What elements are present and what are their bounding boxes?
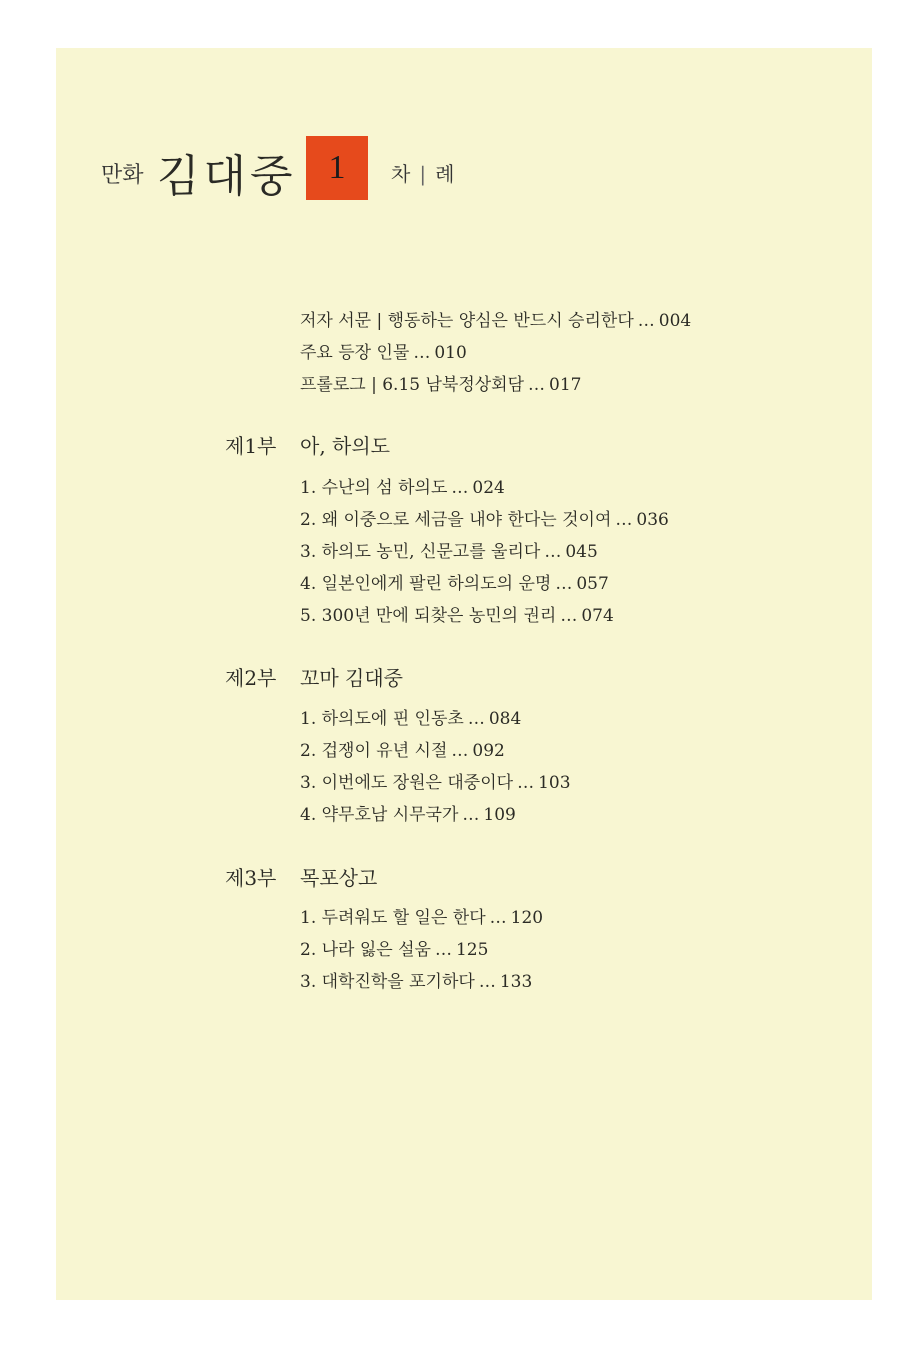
toc-entry-p1-c4[interactable] bbox=[300, 569, 609, 594]
entry-dots: … bbox=[560, 606, 578, 626]
toc-entry-p1-c5[interactable] bbox=[300, 601, 614, 626]
entry-page: 092 bbox=[472, 741, 505, 761]
entry-title: 프롤로그 | 6.15 남북정상회담 bbox=[300, 375, 525, 395]
toc-label-a: 차 bbox=[391, 162, 412, 186]
entry-title: 1. 두려워도 할 일은 한다 bbox=[300, 908, 486, 928]
toc-entry-p3-c1[interactable] bbox=[300, 903, 543, 928]
volume-number: 1 bbox=[328, 149, 346, 186]
part-1-title: 아, 하의도 bbox=[300, 434, 390, 458]
toc-entry-p2-c1[interactable] bbox=[300, 704, 521, 729]
entry-page: 004 bbox=[658, 311, 692, 331]
part-1-label: 제1부 bbox=[225, 434, 277, 458]
toc-label-separator: | bbox=[419, 162, 428, 186]
entry-title: 2. 겁쟁이 유년 시절 bbox=[300, 741, 448, 761]
entry-dots: … bbox=[517, 773, 535, 793]
toc-entry-preface[interactable] bbox=[300, 306, 691, 331]
toc-entry-prologue[interactable] bbox=[300, 370, 581, 395]
entry-page: 125 bbox=[455, 940, 489, 960]
entry-dots: … bbox=[615, 510, 633, 530]
entry-dots: … bbox=[637, 311, 655, 331]
entry-page: 120 bbox=[510, 908, 544, 928]
toc-entry-p1-c3[interactable] bbox=[300, 537, 598, 562]
entry-page: 045 bbox=[565, 542, 598, 562]
entry-title: 2. 왜 이중으로 세금을 내야 한다는 것이여 bbox=[300, 510, 612, 530]
toc-label-b: 례 bbox=[435, 162, 456, 186]
entry-title: 5. 300년 만에 되찾은 농민의 권리 bbox=[300, 606, 557, 626]
entry-title: 4. 약무호남 시무국가 bbox=[300, 805, 459, 825]
toc-entry-p3-c3[interactable] bbox=[300, 967, 532, 992]
toc-entry-characters[interactable] bbox=[300, 338, 467, 363]
toc-entry-p2-c3[interactable] bbox=[300, 768, 571, 793]
entry-title: 4. 일본인에게 팔린 하의도의 운명 bbox=[300, 574, 552, 594]
part-2-label: 제2부 bbox=[225, 666, 277, 690]
entry-title: 3. 이번에도 장원은 대중이다 bbox=[300, 773, 514, 793]
entry-page: 084 bbox=[488, 709, 522, 729]
series-prefix: 만화 bbox=[101, 163, 144, 188]
book-page bbox=[56, 48, 872, 1300]
entry-dots: … bbox=[528, 375, 546, 395]
entry-dots: … bbox=[434, 940, 452, 960]
entry-title: 1. 수난의 섬 하의도 bbox=[300, 478, 448, 498]
entry-page: 074 bbox=[581, 606, 614, 626]
entry-page: 133 bbox=[499, 972, 533, 992]
entry-title: 주요 등장 인물 bbox=[300, 343, 410, 363]
entry-page: 017 bbox=[549, 375, 582, 395]
entry-dots: … bbox=[555, 574, 573, 594]
entry-page: 109 bbox=[483, 805, 516, 825]
part-3-title: 목포상고 bbox=[300, 866, 378, 890]
entry-dots: … bbox=[544, 542, 562, 562]
toc-entry-p2-c2[interactable] bbox=[300, 736, 505, 761]
part-3-label: 제3부 bbox=[225, 866, 277, 890]
entry-title: 2. 나라 잃은 설움 bbox=[300, 940, 431, 960]
entry-page: 036 bbox=[636, 510, 669, 530]
entry-dots: … bbox=[462, 805, 480, 825]
book-title: 김대중 bbox=[157, 151, 297, 202]
toc-entry-p1-c2[interactable] bbox=[300, 505, 669, 530]
toc-entry-p1-c1[interactable] bbox=[300, 473, 505, 498]
entry-dots: … bbox=[451, 741, 469, 761]
entry-page: 024 bbox=[472, 478, 505, 498]
entry-title: 저자 서문 | 행동하는 양심은 반드시 승리한다 bbox=[300, 311, 634, 331]
entry-dots: … bbox=[451, 478, 469, 498]
entry-title: 3. 대학진학을 포기하다 bbox=[300, 972, 475, 992]
entry-dots: … bbox=[413, 343, 431, 363]
entry-page: 103 bbox=[538, 773, 571, 793]
part-2-title: 꼬마 김대중 bbox=[300, 666, 403, 690]
entry-dots: … bbox=[478, 972, 496, 992]
entry-page: 057 bbox=[576, 574, 609, 594]
entry-dots: … bbox=[489, 908, 507, 928]
entry-title: 1. 하의도에 핀 인동초 bbox=[300, 709, 464, 729]
entry-page: 010 bbox=[434, 343, 467, 363]
entry-dots: … bbox=[467, 709, 485, 729]
toc-entry-p3-c2[interactable] bbox=[300, 935, 488, 960]
toc-entry-p2-c4[interactable] bbox=[300, 800, 516, 825]
entry-title: 3. 하의도 농민, 신문고를 울리다 bbox=[300, 542, 541, 562]
toc-label bbox=[391, 158, 455, 187]
toc-header bbox=[101, 132, 701, 200]
volume-badge bbox=[306, 136, 368, 200]
